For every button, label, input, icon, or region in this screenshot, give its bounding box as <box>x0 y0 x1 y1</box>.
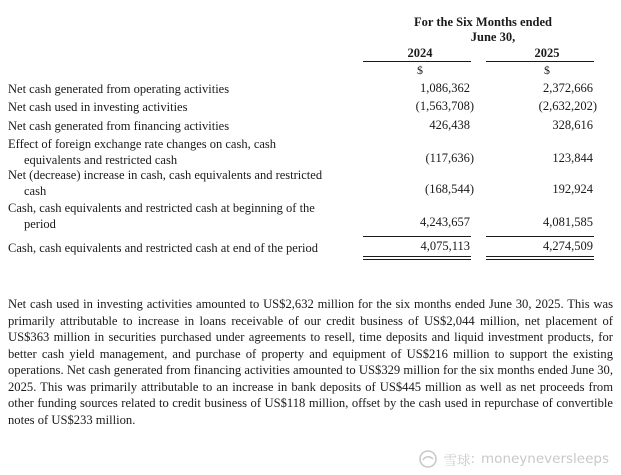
column-header-2025: 2025 <box>534 46 560 60</box>
row-label-ending-balance: Cash, cash equivalents and restricted cash at end of the period <box>8 241 318 255</box>
row-label-net-change-line1: Net (decrease) increase in cash, cash equivalents and restricted <box>8 168 323 182</box>
row-label-investing: Net cash used in investing activities <box>8 100 188 114</box>
explanatory-paragraph: Net cash used in investing activities amounted to US$2,632 million for the six months ended June 30, 2025. This was primarily attributable to increase in loans receivable of our credit business of US$2,044 million, net placement of US$363 million in securities purchased under agreements to resell, time deposits and liquid investment products, for better cash yield management, and purchase of property and equipment of US$216 million to support the existing operations. Net cash generated from financing activities amounted to US$329 million for the six months ended June 30, 2025. This was primarily attributable to an increase in bank deposits of US$445 million as well as net proceeds from other funding sources related to credit business of US$118 million, offset by the cash used in repurchase of convertible notes of US$233 million. <box>8 297 613 427</box>
currency-symbol-2024: $ <box>417 63 423 77</box>
total-double-rule-2024-top <box>363 256 471 257</box>
subtotal-rule-2025 <box>486 236 594 237</box>
value-2025-financing: 328,616 <box>552 118 593 132</box>
value-2025-fx-effect: 123,844 <box>552 151 593 165</box>
value-2025-ending-balance: 4,274,509 <box>543 239 593 253</box>
watermark <box>419 449 609 469</box>
row-label-operating: Net cash generated from operating activities <box>8 82 230 96</box>
total-double-rule-2024-bottom <box>363 259 471 260</box>
total-double-rule-2025-bottom <box>486 259 594 260</box>
value-2025-net-change: 192,924 <box>552 182 593 196</box>
row-label-net-change-line2: cash <box>24 184 47 198</box>
row-label-fx-effect-line2: equivalents and restricted cash <box>24 153 178 167</box>
watermark-separator: : <box>470 451 476 467</box>
value-2024-investing: (1,563,708) <box>415 99 474 113</box>
table-header-title-line1: For the Six Months ended <box>414 15 552 29</box>
value-2024-fx-effect: (117,636) <box>425 151 474 165</box>
total-double-rule-2025-top <box>486 256 594 257</box>
row-label-fx-effect-line1: Effect of foreign exchange rate changes on cash, cash <box>8 137 277 151</box>
header-rule-2025 <box>486 61 594 62</box>
header-rule-2024 <box>363 61 471 62</box>
subtotal-rule-2024 <box>363 236 471 237</box>
value-2025-operating: 2,372,666 <box>543 81 593 95</box>
value-2024-beginning-balance: 4,243,657 <box>420 215 470 229</box>
row-label-net-change <box>8 167 353 199</box>
column-header-2024: 2024 <box>407 46 433 60</box>
row-label-fx-effect <box>8 136 353 168</box>
watermark-user: moneyneversleeps <box>481 451 609 467</box>
snowball-logo-icon <box>419 450 437 468</box>
row-label-beginning-balance-line1: Cash, cash equivalents and restricted cash at beginning of the <box>8 201 315 215</box>
row-label-beginning-balance <box>8 200 353 232</box>
value-2024-ending-balance: 4,075,113 <box>420 239 470 253</box>
table-header-title-line2: June 30, <box>470 30 516 44</box>
value-2024-net-change: (168,544) <box>425 182 474 196</box>
row-label-financing: Net cash generated from financing activities <box>8 119 230 133</box>
value-2024-operating: 1,086,362 <box>420 81 470 95</box>
value-2024-financing: 426,438 <box>429 118 470 132</box>
currency-symbol-2025: $ <box>544 63 550 77</box>
watermark-brand: 雪球 <box>443 453 471 469</box>
value-2025-investing: (2,632,202) <box>538 99 597 113</box>
value-2025-beginning-balance: 4,081,585 <box>543 215 593 229</box>
row-label-beginning-balance-line2: period <box>24 217 56 231</box>
